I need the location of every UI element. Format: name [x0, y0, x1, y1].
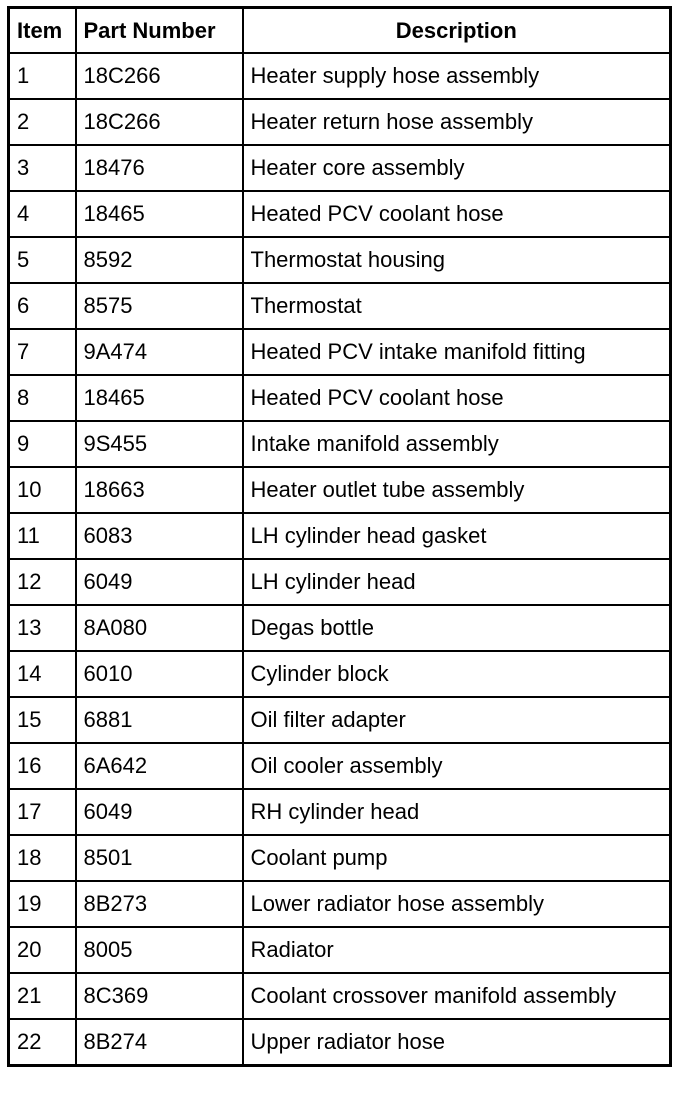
item-cell: 9: [9, 421, 76, 467]
description-cell: Heated PCV coolant hose: [243, 375, 671, 421]
item-cell: 7: [9, 329, 76, 375]
table-row: [9, 927, 671, 973]
column-header-part-number: Part Number: [76, 8, 243, 54]
column-header-description: Description: [243, 8, 671, 54]
part-number-cell: 6049: [76, 789, 243, 835]
description-cell: LH cylinder head gasket: [243, 513, 671, 559]
table-row: [9, 651, 671, 697]
header-row: [9, 8, 671, 54]
description-cell: Heated PCV intake manifold fitting: [243, 329, 671, 375]
table-row: [9, 881, 671, 927]
part-number-cell: 8B273: [76, 881, 243, 927]
table-row: [9, 743, 671, 789]
table-row: [9, 1019, 671, 1066]
item-cell: 6: [9, 283, 76, 329]
part-number-cell: 18465: [76, 375, 243, 421]
description-cell: Heater outlet tube assembly: [243, 467, 671, 513]
part-number-cell: 8B274: [76, 1019, 243, 1066]
item-cell: 15: [9, 697, 76, 743]
table-row: [9, 283, 671, 329]
item-cell: 20: [9, 927, 76, 973]
table-row: [9, 237, 671, 283]
description-cell: Cylinder block: [243, 651, 671, 697]
item-cell: 12: [9, 559, 76, 605]
table-row: [9, 467, 671, 513]
table-body: [9, 53, 671, 1066]
parts-table: [7, 6, 672, 1067]
description-cell: Degas bottle: [243, 605, 671, 651]
item-cell: 10: [9, 467, 76, 513]
item-cell: 22: [9, 1019, 76, 1066]
item-cell: 14: [9, 651, 76, 697]
table-row: [9, 375, 671, 421]
item-cell: 1: [9, 53, 76, 99]
part-number-cell: 18476: [76, 145, 243, 191]
table-row: [9, 973, 671, 1019]
description-cell: Heater core assembly: [243, 145, 671, 191]
table-row: [9, 53, 671, 99]
table-row: [9, 145, 671, 191]
description-cell: Lower radiator hose assembly: [243, 881, 671, 927]
part-number-cell: 6A642: [76, 743, 243, 789]
part-number-cell: 6010: [76, 651, 243, 697]
part-number-cell: 8005: [76, 927, 243, 973]
part-number-cell: 8501: [76, 835, 243, 881]
part-number-cell: 6083: [76, 513, 243, 559]
table-row: [9, 191, 671, 237]
table-row: [9, 559, 671, 605]
description-cell: Coolant crossover manifold assembly: [243, 973, 671, 1019]
table-row: [9, 421, 671, 467]
item-cell: 19: [9, 881, 76, 927]
item-cell: 17: [9, 789, 76, 835]
item-cell: 8: [9, 375, 76, 421]
part-number-cell: 6049: [76, 559, 243, 605]
part-number-cell: 9S455: [76, 421, 243, 467]
table-row: [9, 697, 671, 743]
item-cell: 3: [9, 145, 76, 191]
description-cell: Radiator: [243, 927, 671, 973]
part-number-cell: 8575: [76, 283, 243, 329]
table-row: [9, 329, 671, 375]
item-cell: 18: [9, 835, 76, 881]
part-number-cell: 9A474: [76, 329, 243, 375]
table-row: [9, 835, 671, 881]
description-cell: RH cylinder head: [243, 789, 671, 835]
part-number-cell: 8C369: [76, 973, 243, 1019]
table-row: [9, 605, 671, 651]
part-number-cell: 18C266: [76, 53, 243, 99]
part-number-cell: 8592: [76, 237, 243, 283]
part-number-cell: 18C266: [76, 99, 243, 145]
part-number-cell: 18663: [76, 467, 243, 513]
item-cell: 21: [9, 973, 76, 1019]
table-row: [9, 789, 671, 835]
part-number-cell: 6881: [76, 697, 243, 743]
item-cell: 4: [9, 191, 76, 237]
description-cell: Heater return hose assembly: [243, 99, 671, 145]
table-row: [9, 99, 671, 145]
description-cell: Oil cooler assembly: [243, 743, 671, 789]
description-cell: Heater supply hose assembly: [243, 53, 671, 99]
description-cell: Heated PCV coolant hose: [243, 191, 671, 237]
description-cell: Coolant pump: [243, 835, 671, 881]
item-cell: 13: [9, 605, 76, 651]
column-header-item: Item: [9, 8, 76, 54]
description-cell: Thermostat housing: [243, 237, 671, 283]
item-cell: 16: [9, 743, 76, 789]
description-cell: LH cylinder head: [243, 559, 671, 605]
description-cell: Oil filter adapter: [243, 697, 671, 743]
table-row: [9, 513, 671, 559]
description-cell: Intake manifold assembly: [243, 421, 671, 467]
description-cell: Thermostat: [243, 283, 671, 329]
description-cell: Upper radiator hose: [243, 1019, 671, 1066]
item-cell: 11: [9, 513, 76, 559]
item-cell: 2: [9, 99, 76, 145]
part-number-cell: 18465: [76, 191, 243, 237]
part-number-cell: 8A080: [76, 605, 243, 651]
item-cell: 5: [9, 237, 76, 283]
